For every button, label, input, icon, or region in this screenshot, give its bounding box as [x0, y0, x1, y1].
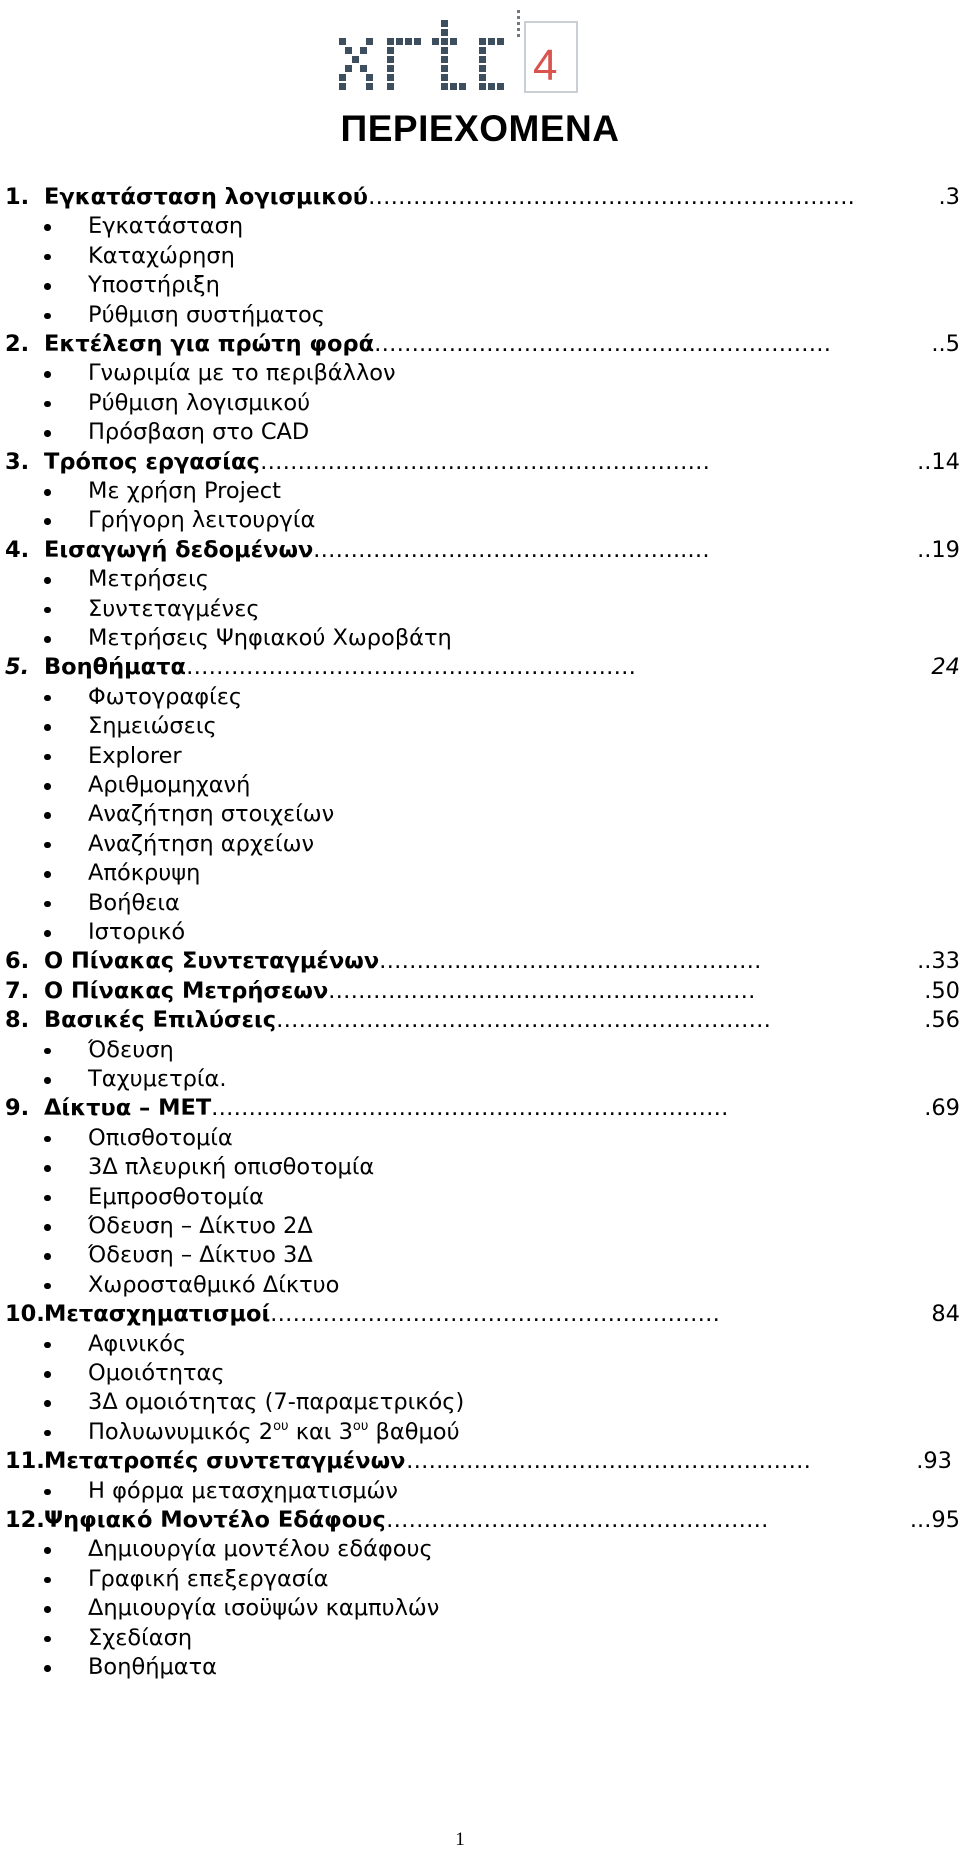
section-number: 1. [5, 184, 30, 210]
toc-item [0, 859, 960, 888]
page-ref: ..33 [917, 948, 960, 975]
toc-item [0, 771, 960, 800]
toc-item [0, 1418, 960, 1447]
item-label: 3Δ πλευρική οπισθοτομία [88, 1154, 375, 1181]
section-title: Βοηθήματα [44, 654, 186, 681]
toc-section-9 [0, 1094, 960, 1123]
leader-dots: …………………………………………… [386, 1507, 769, 1533]
toc-item [0, 712, 960, 741]
bullet-icon [44, 695, 51, 702]
item-label: Σχεδίαση [88, 1624, 193, 1651]
item-label: Μετρήσεις [88, 566, 209, 593]
bullet-icon [44, 1547, 51, 1554]
toc-section-2 [0, 330, 960, 359]
item-label: Οπισθοτομία [88, 1124, 233, 1151]
page-number: 1 [455, 1829, 465, 1850]
item-label: Χωροσταθμικό Δίκτυο [88, 1271, 340, 1298]
item-label: Ρύθμιση συστήματος [88, 301, 325, 328]
leader-dots: ………………………………………………… [328, 977, 756, 1004]
bullet-icon [44, 1606, 51, 1613]
leader-dots: ……………………………………………… [406, 1448, 811, 1475]
bullet-icon [44, 871, 51, 878]
bullet-icon [44, 754, 51, 761]
toc-item [0, 1183, 960, 1212]
toc-item [0, 1212, 960, 1241]
item-label: Μετρήσεις Ψηφιακού Χωροβάτη [88, 625, 452, 651]
toc-section-10 [0, 1300, 960, 1329]
section-title: Μετασχηματισμοί [44, 1301, 271, 1328]
bullet-icon [44, 636, 51, 643]
leader-dots: …………………………………………………… [260, 448, 710, 475]
toc-section-6 [0, 947, 960, 976]
bullet-icon [44, 489, 51, 496]
toc-section-3 [0, 448, 960, 477]
section-number: 11. [5, 1448, 45, 1475]
toc-item [0, 595, 960, 624]
leader-dots: …………………………………………………… [186, 654, 636, 681]
section-number: 3. [5, 448, 30, 475]
leader-dots: ……………………………………………….………. [368, 184, 855, 210]
bullet-icon [44, 901, 51, 908]
item-label: Δημιουργία μοντέλου εδάφους [88, 1536, 433, 1563]
page-title: ΠΕΡΙΕΧΟΜΕΝΑ [340, 108, 620, 149]
toc-item [0, 1594, 960, 1623]
toc-item [0, 389, 960, 418]
leader-dots: …………………………………………… [379, 948, 762, 975]
toc-item [0, 742, 960, 771]
bullet-icon [44, 1665, 51, 1672]
section-title: Εισαγωγή δεδομένων [44, 536, 314, 563]
item-label: Γνωριμία με το περιβάλλον [88, 360, 396, 387]
toc-item [0, 212, 960, 241]
bullet-icon [44, 1400, 51, 1407]
leader-dots: …………………………………………………………… [211, 1095, 729, 1122]
section-title: Δίκτυα – ΜΕΤ [44, 1095, 212, 1122]
section-number: 8. [5, 1007, 30, 1034]
item-label: Φωτογραφίες [88, 683, 243, 710]
toc-section-5 [0, 653, 960, 682]
item-label: Γραφική επεξεργασία [88, 1565, 329, 1592]
section-number: 7. [5, 977, 30, 1004]
item-label: Συντεταγμένες [88, 595, 260, 622]
toc-item [0, 359, 960, 388]
toc-item [0, 565, 960, 594]
bullet-icon [44, 1195, 51, 1202]
page-ref: 84 [931, 1301, 960, 1328]
toc-item [0, 1241, 960, 1270]
toc-item [0, 301, 960, 330]
bullet-icon [44, 1283, 51, 1290]
toc-item [0, 1036, 960, 1065]
bullet-icon [44, 1371, 51, 1378]
toc-item [0, 477, 960, 506]
toc-item [0, 624, 960, 653]
svg-text:4: 4 [533, 41, 558, 90]
bullet-icon [44, 1048, 51, 1055]
item-label: Ρύθμιση λογισμικού [88, 389, 311, 416]
bullet-icon [44, 1489, 51, 1496]
toc-item [0, 800, 960, 829]
toc-item [0, 889, 960, 918]
bullet-icon [44, 577, 51, 584]
page-ref: ..5 [931, 331, 960, 357]
bullet-icon [44, 1165, 51, 1172]
logo-graphic [333, 4, 588, 102]
item-label: Υποστήριξη [88, 272, 220, 299]
section-number: 2. [5, 331, 30, 357]
page-ref: .93 [916, 1448, 952, 1475]
bullet-icon [44, 724, 51, 731]
item-label: Γρήγορη λειτουργία [88, 507, 316, 534]
item-label: Απόκρυψη [88, 860, 201, 887]
item-label: Αναζήτηση στοιχείων [88, 801, 335, 828]
bullet-icon [44, 1636, 51, 1643]
section-title: Βασικές Επιλύσεις [44, 1007, 277, 1034]
toc-item [0, 271, 960, 300]
section-number: 9. [5, 1095, 30, 1122]
leader-dots: …………………………………………………… [270, 1301, 720, 1328]
section-number: 6. [5, 948, 30, 975]
toc-item [0, 1565, 960, 1594]
toc-item [0, 418, 960, 447]
item-label: Ταχυμετρία. [88, 1066, 227, 1092]
bullet-icon [44, 1253, 51, 1260]
page-ref: .69 [924, 1095, 960, 1122]
section-number: 5. [5, 654, 30, 681]
bullet-icon [44, 1342, 51, 1349]
toc-item [0, 1535, 960, 1564]
toc-section-4 [0, 536, 960, 565]
item-label: Η φόρμα μετασχηματισμών [88, 1477, 398, 1504]
item-label: Δημιουργία ισοϋψών καμπυλών [88, 1595, 440, 1622]
bullet-icon [44, 1224, 51, 1231]
bullet-icon [44, 1577, 51, 1584]
toc-item [0, 1624, 960, 1653]
toc-section-7 [0, 977, 960, 1006]
item-label: Εγκατάσταση [88, 213, 244, 240]
item-label: Καταχώρηση [88, 242, 235, 269]
item-label: Εμπροσθοτομία [88, 1183, 264, 1210]
bullet-icon [44, 930, 51, 937]
section-title: Ο Πίνακας Συντεταγμένων [44, 948, 380, 975]
item-label: Βοήθεια [88, 889, 180, 916]
bullet-icon [44, 313, 51, 320]
item-label: Βοηθήματα [88, 1654, 218, 1680]
toc-section-11 [0, 1447, 960, 1476]
toc-section-12 [0, 1506, 960, 1535]
bullet-icon [44, 401, 51, 408]
item-label: 3Δ ομοιότητας (7-παραμετρικός) [88, 1389, 465, 1416]
bullet-icon [44, 1136, 51, 1143]
toc-section-8 [0, 1006, 960, 1035]
item-label: Όδευση – Δίκτυο 3Δ [88, 1242, 313, 1269]
bullet-icon [44, 371, 51, 378]
bullet-icon [44, 783, 51, 790]
item-label: Σημειώσεις [88, 713, 217, 740]
toc-item [0, 918, 960, 947]
bullet-icon [44, 430, 51, 437]
toc-item [0, 830, 960, 859]
toc-item [0, 506, 960, 535]
page-ref: ...95 [909, 1507, 960, 1533]
page-ref: .3 [938, 184, 960, 210]
item-label: Ομοιότητας [88, 1360, 225, 1386]
section-title: Εκτέλεση για πρώτη φορά [44, 331, 375, 357]
xrtc-logo [333, 4, 588, 102]
bullet-icon [44, 607, 51, 614]
toc-item [0, 1388, 960, 1417]
bullet-icon [44, 1077, 51, 1084]
toc-item [0, 1330, 960, 1359]
item-label: Όδευση – Δίκτυο 2Δ [88, 1213, 313, 1239]
section-title: Ψηφιακό Μοντέλο Εδάφους [44, 1507, 386, 1533]
page-ref: .56 [924, 1007, 960, 1034]
item-label: Αναζήτηση αρχείων [88, 830, 315, 857]
bullet-icon [44, 842, 51, 849]
toc-item [0, 1153, 960, 1182]
item-label: Πρόσβαση στο CAD [88, 419, 310, 446]
page-ref: ..19 [917, 536, 960, 563]
toc-section-1 [0, 183, 960, 212]
bullet-icon [44, 224, 51, 231]
toc-item [0, 1359, 960, 1388]
item-label: Αριθμομηχανή [88, 772, 251, 798]
bullet-icon [44, 812, 51, 819]
page-ref: 24 [931, 654, 960, 681]
section-number: 4. [5, 536, 30, 563]
page-ref: .50 [924, 977, 960, 1004]
section-title: Τρόπος εργασίας [44, 448, 260, 475]
section-number: 12. [5, 1507, 45, 1533]
leader-dots: ………………………………………………………… [276, 1007, 771, 1034]
item-label: Αφινικός [88, 1330, 187, 1357]
section-title: Ο Πίνακας Μετρήσεων [44, 977, 329, 1004]
bullet-icon [44, 283, 51, 290]
bullet-icon [44, 1430, 51, 1437]
toc-item [0, 1653, 960, 1682]
leader-dots: …….……………………………………………… [374, 331, 832, 357]
item-label: Με χρήση Project [88, 478, 281, 504]
toc-item [0, 242, 960, 271]
page-ref: ..14 [917, 448, 960, 475]
item-label: Πολυωνυμικός $2^{o\upsilon}$ και $3^{o\upsilon}$ βαθμού [88, 1418, 460, 1445]
toc-item [0, 1477, 960, 1506]
bullet-icon [44, 254, 51, 261]
section-title: Μετατροπές συντεταγμένων [44, 1448, 406, 1475]
toc-item [0, 683, 960, 712]
bullet-icon [44, 518, 51, 525]
section-title: Εγκατάσταση λογισμικού [44, 184, 368, 210]
toc-item [0, 1065, 960, 1094]
toc-item [0, 1271, 960, 1300]
toc-item [0, 1124, 960, 1153]
item-label: Explorer [88, 742, 182, 769]
item-label: Ιστορικό [88, 919, 186, 945]
item-label: Όδευση [88, 1036, 174, 1063]
leader-dots: …………………………………………..… [313, 536, 710, 563]
section-number: 10. [5, 1301, 45, 1328]
